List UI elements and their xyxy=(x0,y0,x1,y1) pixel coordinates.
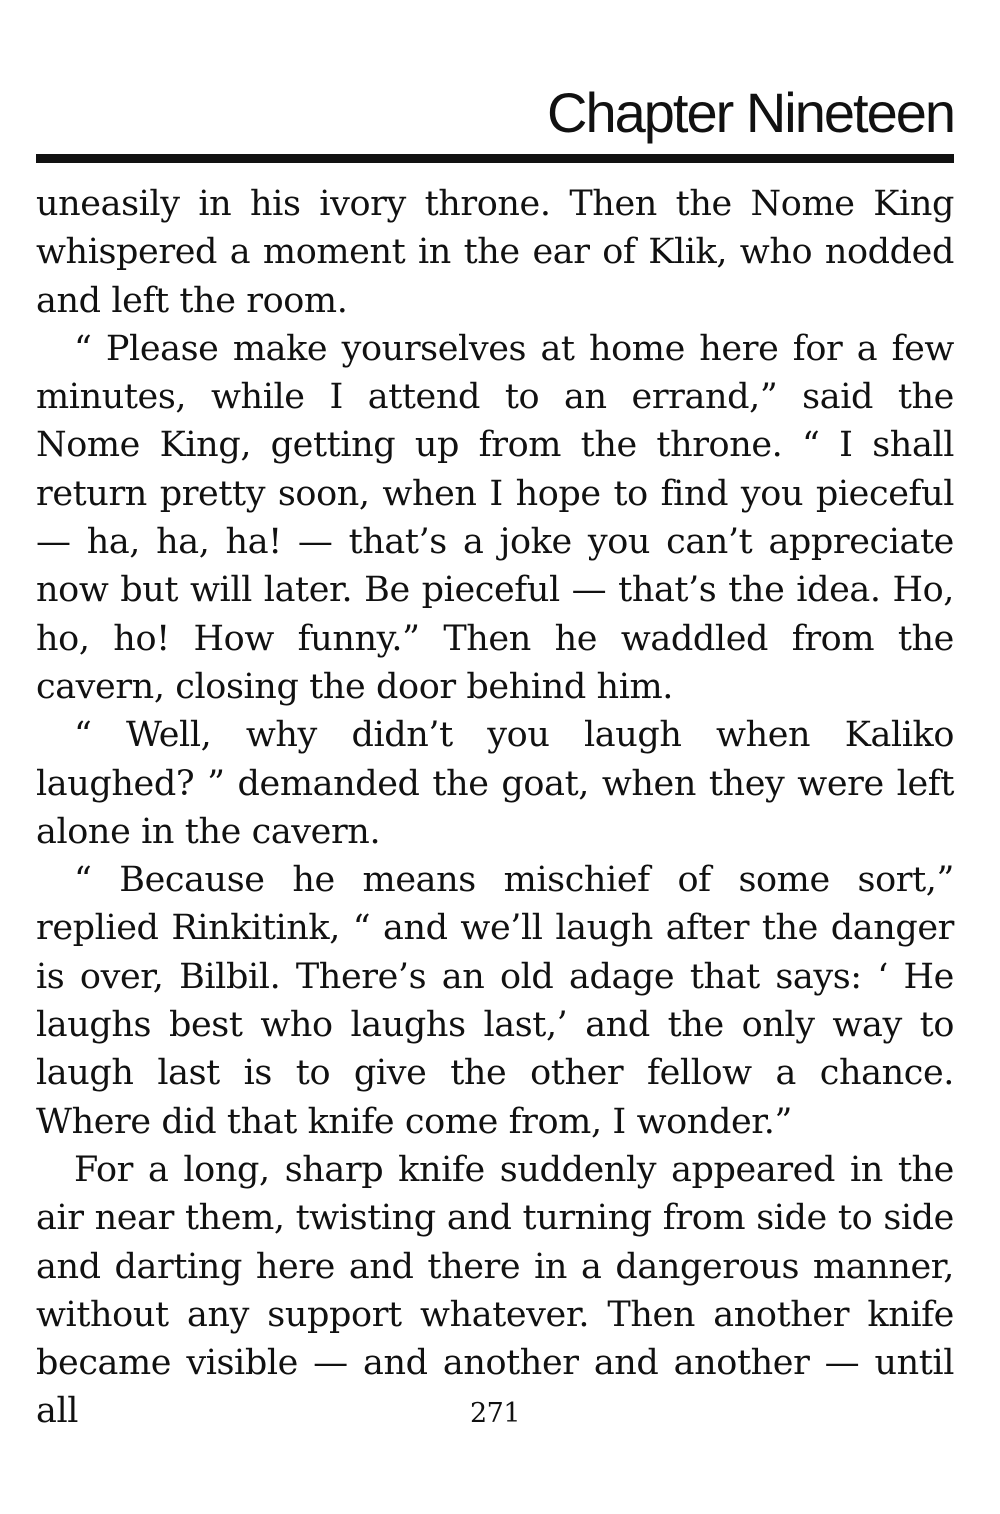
paragraph: “ Please make yourselves at home here for a few minutes, while I attend to an errand,” said the Nome King, getting up from the throne. “ I shall return pretty soon, when I hope to find you pieceful — ha, ha, ha! — that’s a joke you can’t appreciate now but will later. Be pieceful — that’s the idea. Ho, ho, ho! How funny.” Then he waddled from the cavern, closing the door behind him. xyxy=(36,328,954,707)
header-rule xyxy=(36,154,954,163)
paragraph-continued: uneasily in his ivory throne. Then the Nome King whispered a moment in the ear of Klik, who nodded and left the room. xyxy=(36,184,954,321)
body-text xyxy=(36,180,954,1436)
book-page xyxy=(36,0,954,1514)
page-number: 271 xyxy=(469,1398,521,1429)
paragraph: For a long, sharp knife suddenly appeared in the air near them, twisting and turning from side to side and darting here and there in a dangerous manner, without any support whatever. Then another knife became visible — and another and another — until all xyxy=(36,1149,954,1432)
paragraph: “ Because he means mischief of some sort,” replied Rinkitink, “ and we’ll laugh after the danger is over, Bilbil. There’s an old adage that says: ‘ He laughs best who laughs last,’ and the only way to laugh last is to give the other fellow a chance. Where did that knife come from, I wonder.” xyxy=(36,860,954,1142)
running-head-title: Chapter Nineteen xyxy=(547,81,954,144)
paragraph: “ Well, why didn’t you laugh when Kaliko laughed? ” demanded the goat, when they were left alone in the cavern. xyxy=(36,715,954,852)
